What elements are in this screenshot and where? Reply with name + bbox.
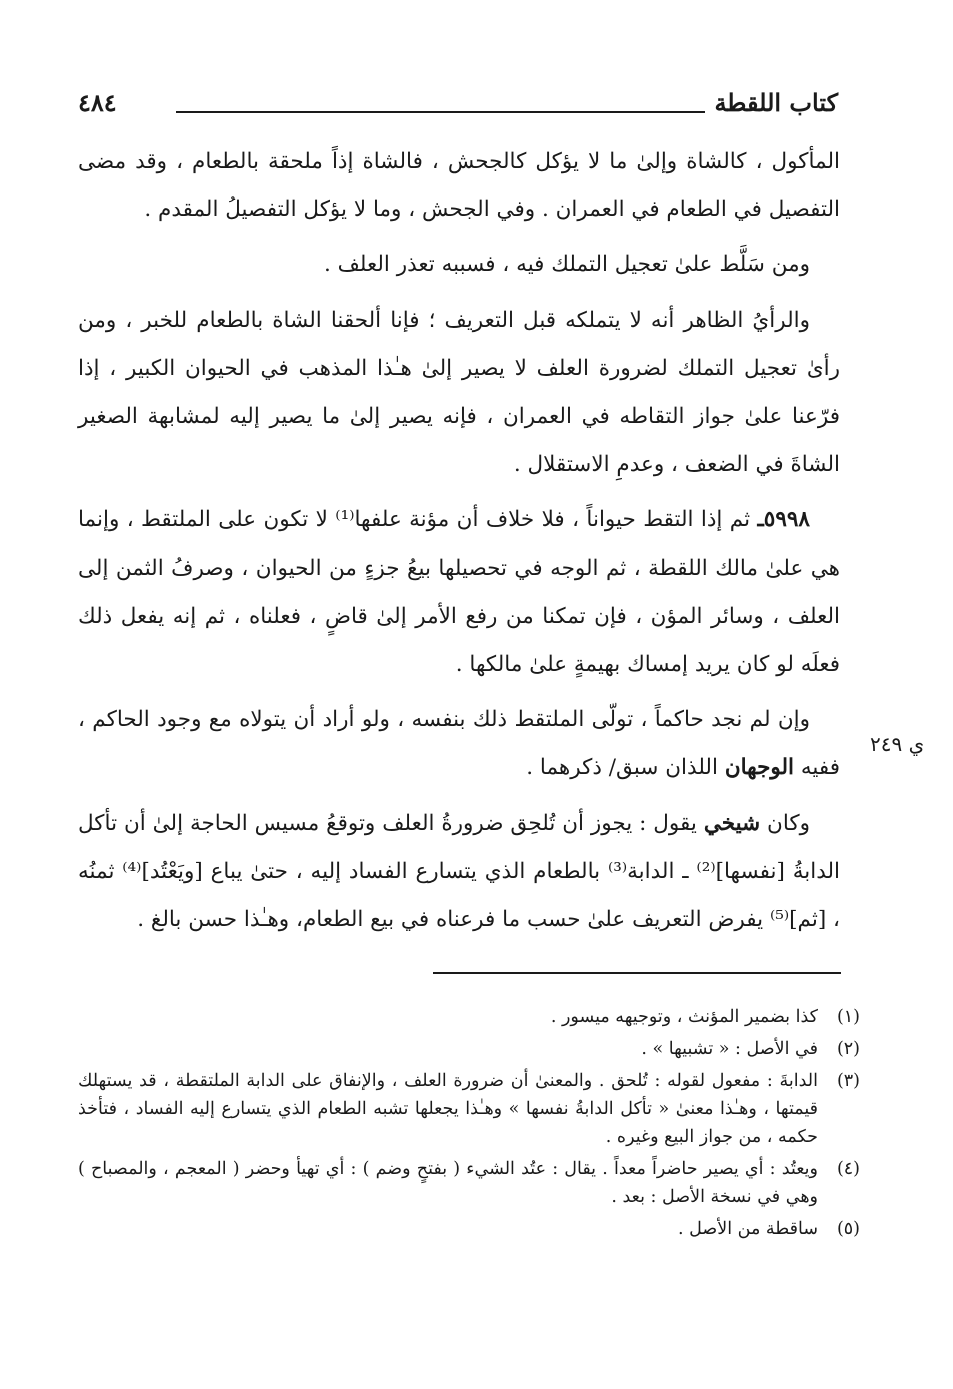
footnote-number: (١)	[836, 1007, 860, 1027]
paragraph: والرأيُ الظاهر أنه لا يتملكه قبل التعريف ؛ فإنا ألحقنا الشاة بالطعام للخبر ، ومن رأىٰ تعجيل التملك لضرورة العلف لا يصير إلىٰ هـٰذا المذهب في الحيوان الكبير ، إذا فرّعنا علىٰ جواز التقاطه في العمران ، فإنه يصير إلىٰ ما يصير إليه لمشابهة الصغير الشاةَ في الضعف ، وعدمِ الاستقلال .	[78, 307, 840, 478]
marginal-note: ي ٢٤٩	[870, 732, 925, 756]
footnote	[78, 1035, 860, 1063]
paragraph-section	[78, 496, 840, 689]
paragraph	[78, 800, 840, 945]
footnote-rule	[433, 972, 841, 974]
footnote	[78, 1067, 860, 1151]
paragraph-text: وإن لم نجد حاكماً ، تولّى الملتقط ذلك بنفسه ، ولو أراد أن يتولاه مع وجود الحاكم ، ففيه	[78, 707, 840, 781]
running-header	[78, 88, 838, 122]
footnote	[78, 1003, 860, 1031]
bold-term: الوجهان	[724, 755, 794, 781]
paragraph-text: ثم إذا التقط حيواناً ، فلا خلاف أن مؤنة علفها⁽¹⁾ لا تكون على الملتقط ، وإنما هي علىٰ مالك اللقطة ، ثم الوجه في تحصيلها بيعُ جزءٍ من الحيوان ، وصرفُ الثمن إلى العلف ، وسائر المؤن ، فإن تمكنا من رفع الأمر إلىٰ قاضٍ ، فعلناه ، ثم إنه يفعل ذلك فعلَه لو كان يريد إمساك بهيمةٍ علىٰ مالكها .	[78, 507, 840, 678]
chapter-title: كتاب اللقطة	[714, 88, 838, 117]
main-text	[78, 138, 840, 951]
footnote-number: (٣)	[836, 1071, 860, 1091]
header-rule	[176, 111, 705, 113]
page-number: ٤٨٤	[78, 88, 117, 117]
paragraph: المأكول ، كالشاة وإلىٰ ما لا يؤكل كالجحش ، فالشاة إذاً ملحقة بالطعام ، وقد مضى التفصيل في الطعام في العمران . وفي الجحش ، وما لا يؤكل التفصيلُ المقدم .	[78, 149, 840, 223]
paragraph-text: وكان	[767, 810, 810, 836]
footnote	[78, 1215, 860, 1243]
bold-term: شيخي	[703, 810, 761, 836]
paragraph: ومن سَلَّط علىٰ تعجيل التملك فيه ، فسببه تعذر العلف .	[323, 252, 810, 278]
footnotes	[78, 1003, 860, 1247]
footnote-number: (٤)	[836, 1159, 860, 1179]
footnote-text: ساقطة من الأصل .	[678, 1219, 818, 1239]
footnote-text: ويعتُد : أي يصير حاضراً معداً . يقال : عتُد الشيء ( بفتحٍ وضم ) : أي تهيأ وحضر ( المعجم ، والمصباح ) وهي في نسخة الأصل : بعد .	[78, 1159, 818, 1207]
paragraph	[78, 696, 840, 792]
footnote-text: كذا بضمير المؤنث ، وتوجيهه ميسور .	[550, 1007, 818, 1027]
footnote-text: الدابةَ : مفعول لقوله : تُلحق . والمعنىٰ أن ضرورة العلف ، والإنفاق على الدابة الملتقطة ، قد يستهلك قيمتها ، وهـٰذا معنىٰ « تأكل الدابةُ نفسها » وهـٰذا يجعلها تشبه الطعام الذي يتسارع إليه الفساد ، فتأخذ حكمه ، من جواز البيع وغيره .	[78, 1071, 818, 1147]
paragraph-text: يقول : يجوز أن تُلحِق ضرورةُ العلف وتوقعُ مسيس الحاجة إلىٰ أن تأكل الدابةُ [نفسها]⁽²⁾ ـ الدابة⁽³⁾ بالطعام الذي يتسارع الفساد إليه ، حتىٰ يباع [ويَعْتُد]⁽⁴⁾ ثمنُه ، [ثم]⁽⁵⁾ يفرض التعريف علىٰ حسب ما فرعناه في بيع الطعام، وهـٰذا حسن بالغ .	[78, 810, 841, 933]
footnote-number: (٢)	[836, 1039, 860, 1059]
footnote-text: في الأصل : « تشبيها » .	[641, 1039, 818, 1059]
footnote-number: (٥)	[836, 1219, 860, 1239]
footnote	[78, 1155, 860, 1211]
section-number: ٥٩٩٨ـ	[757, 507, 810, 533]
paragraph-text: اللذان سبق/ ذكرهما .	[526, 755, 718, 781]
